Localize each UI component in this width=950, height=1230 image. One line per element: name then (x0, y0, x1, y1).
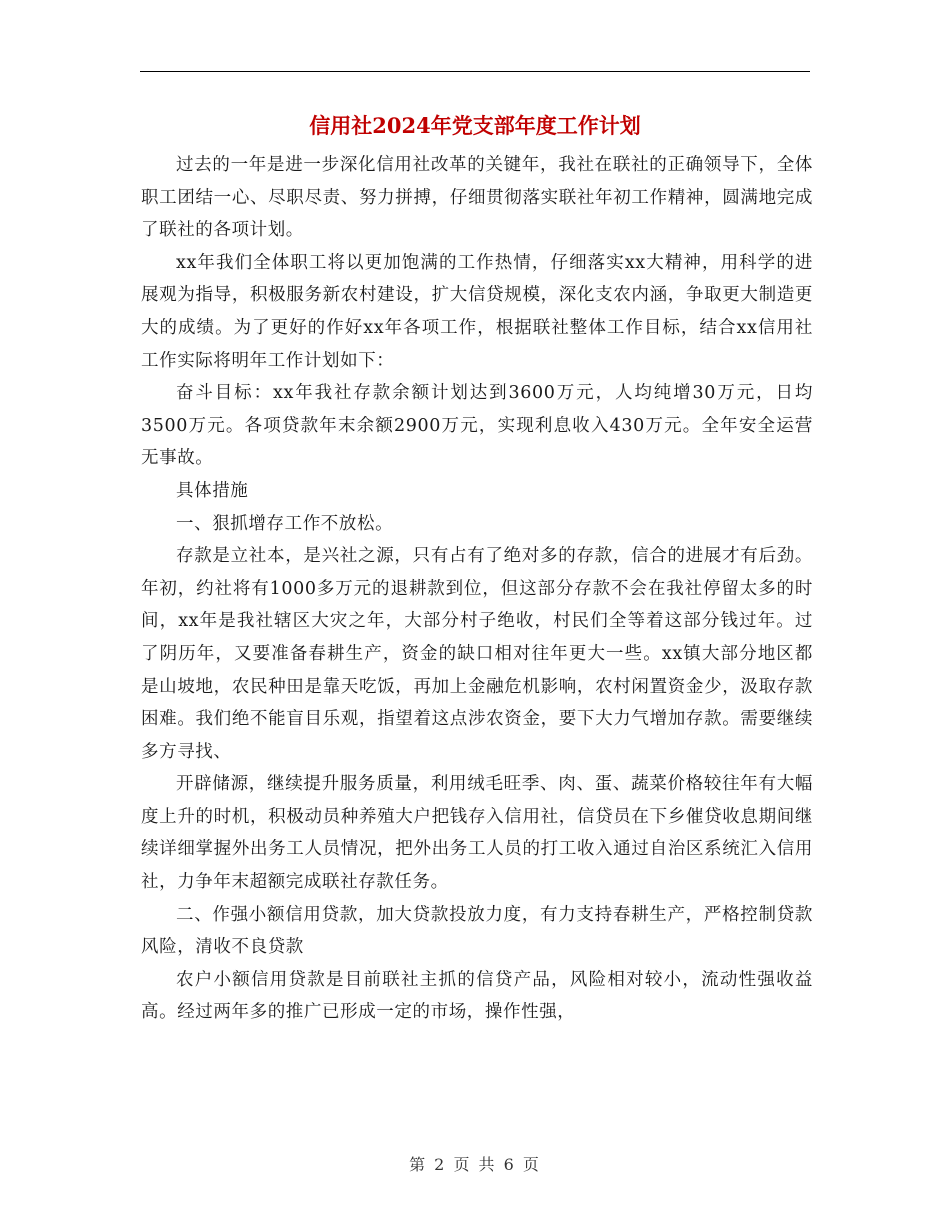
paragraph-goals: 奋斗目标：xx年我社存款余额计划达到3600万元，人均纯增30万元，日均3500万元。各项贷款年末余额2900万元，实现利息收入430万元。全年安全运营无事故。 (141, 383, 813, 469)
section-heading-loans: 二、作强小额信用贷款，加大贷款投放力度，有力支持春耕生产，严格控制贷款风险，清收不良贷款 (141, 904, 813, 958)
section-heading-deposits: 一、狠抓增存工作不放松。 (176, 513, 394, 534)
document-title: 信用社2024年党支部年度工作计划 (309, 113, 641, 138)
paragraph-microcredit: 农户小额信用贷款是目前联社主抓的信贷产品，风险相对较小，流动性强收益高。经过两年多的推广已形成一定的市场，操作性强， (141, 969, 813, 1023)
page-footer: 第 2 页 共 6 页 (409, 1155, 541, 1174)
section-heading-measures: 具体措施 (176, 480, 249, 501)
paragraph-deposits: 存款是立社本，是兴社之源，只有占有了绝对多的存款，信合的进展才有后劲。年初，约社将有1000多万元的退耕款到位，但这部分存款不会在我社停留太多的时间，xx年是我社辖区大灾之年，大部分村子绝收，村民们全等着这部分钱过年。过了阴历年，又要准备春耕生产，资金的缺口相对往年更大一些。xx镇大部分地区都是山坡地，农民种田是靠天吃饭，再加上金融危机影响，农村闲置资金少，汲取存款困难。我们绝不能盲目乐观，指望着这点涉农资金，要下大力气增加存款。需要继续多方寻找、 (141, 546, 813, 762)
paragraph-plan: xx年我们全体职工将以更加饱满的工作热情，仔细落实xx大精神，用科学的进展观为指导，积极服务新农村建设，扩大信贷规模，深化支农内涵，争取更大制造更大的成绩。为了更好的作好xx年各项工作，根据联社整体工作目标，结合xx信用社工作实际将明年工作计划如下： (141, 252, 813, 371)
paragraph-intro: 过去的一年是进一步深化信用社改革的关键年，我社在联社的正确领导下，全体职工团结一心、尽职尽责、努力拼搏，仔细贯彻落实联社年初工作精神，圆满地完成了联社的各项计划。 (141, 155, 813, 241)
paragraph-deposit-sources: 开辟储源，继续提升服务质量，利用绒毛旺季、肉、蛋、蔬菜价格较往年有大幅度上升的时机，积极动员种养殖大户把钱存入信用社，信贷员在下乡催贷收息期间继续详细掌握外出务工人员情况，把外出务工人员的打工收入通过自治区系统汇入信用社，力争年末超额完成联社存款任务。 (141, 774, 813, 893)
header-rule (140, 71, 810, 72)
document-body (141, 149, 813, 1029)
